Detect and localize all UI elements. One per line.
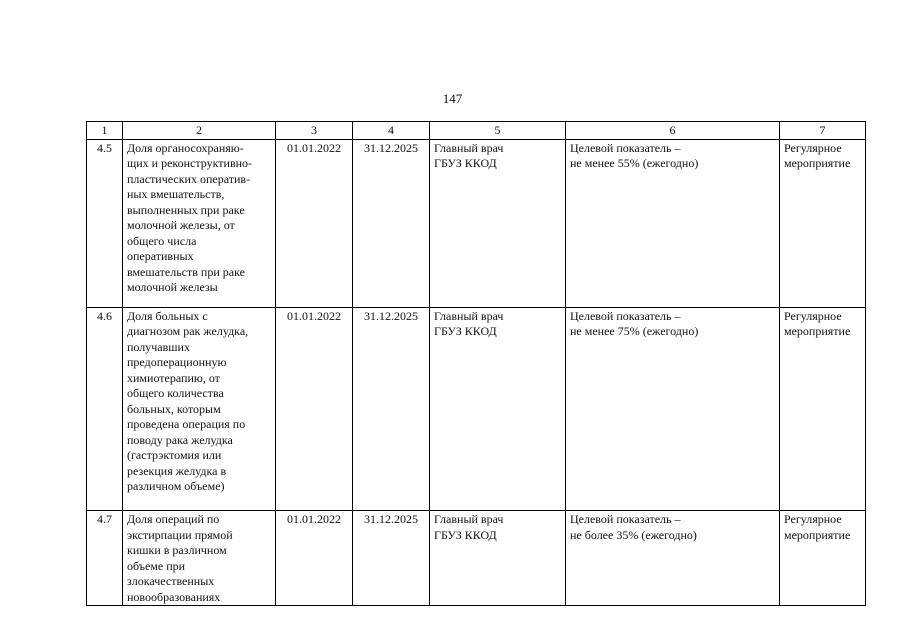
start-date bbox=[276, 511, 353, 606]
target-indicator-text: Целевой показатель – не более 35% (ежегодно) bbox=[570, 512, 697, 542]
responsible-text: Главный врач ГБУЗ ККОД bbox=[434, 512, 504, 542]
responsible bbox=[430, 307, 566, 511]
measure-name-text: Доля операций по экстирпации прямой кишки в различном объеме при злокачественных новообразованиях bbox=[127, 512, 233, 604]
target-indicator-text: Целевой показатель – не менее 75% (ежегодно) bbox=[570, 308, 699, 338]
measure-name bbox=[123, 139, 276, 307]
measure-type bbox=[780, 307, 866, 511]
row-number bbox=[87, 139, 123, 307]
column-header: 3 bbox=[276, 122, 353, 140]
end-date-text: 31.12.2025 bbox=[364, 308, 418, 323]
column-header: 4 bbox=[353, 122, 430, 140]
measure-type-text: Регулярное мероприятие bbox=[784, 512, 851, 542]
target-indicator bbox=[566, 511, 780, 606]
measure-name-text: Доля органосохраняю- щих и реконструктивно- пластических оператив- ных вмешательств, выполненных при раке молочной железы, от общего числа оперативных вмешательств при раке молочной железы bbox=[127, 140, 253, 294]
column-header: 2 bbox=[123, 122, 276, 140]
row-number-text: 4.6 bbox=[97, 308, 112, 323]
measure-type bbox=[780, 139, 866, 307]
responsible bbox=[430, 511, 566, 606]
start-date bbox=[276, 307, 353, 511]
row-number bbox=[87, 511, 123, 606]
responsible-text: Главный врач ГБУЗ ККОД bbox=[434, 308, 504, 338]
start-date-text: 01.01.2022 bbox=[287, 140, 341, 155]
start-date-text: 01.01.2022 bbox=[287, 512, 341, 526]
column-header: 1 bbox=[87, 122, 123, 140]
row-number bbox=[87, 307, 123, 511]
target-indicator bbox=[566, 307, 780, 511]
responsible-text: Главный врач ГБУЗ ККОД bbox=[434, 140, 504, 170]
row-number-text: 4.7 bbox=[97, 512, 112, 526]
column-header: 7 bbox=[780, 122, 866, 140]
start-date-text: 01.01.2022 bbox=[287, 308, 341, 323]
table-row bbox=[87, 139, 866, 307]
responsible bbox=[430, 139, 566, 307]
target-indicator bbox=[566, 139, 780, 307]
measures-table bbox=[86, 121, 866, 606]
start-date bbox=[276, 139, 353, 307]
table-row bbox=[87, 307, 866, 511]
measure-type-text: Регулярное мероприятие bbox=[784, 308, 851, 338]
measure-name-text: Доля больных с диагнозом рак желудка, получавших предоперационную химиотерапию, от общего количества больных, которым проведена операция по поводу рака желудка (гастрэктомия или резекция желудка в различном объеме) bbox=[127, 308, 249, 493]
measure-name bbox=[123, 511, 276, 606]
end-date bbox=[353, 511, 430, 606]
measure-name bbox=[123, 307, 276, 511]
end-date-text: 31.12.2025 bbox=[364, 512, 418, 526]
measure-type-text: Регулярное мероприятие bbox=[784, 140, 851, 170]
end-date-text: 31.12.2025 bbox=[364, 140, 418, 155]
column-header: 6 bbox=[566, 122, 780, 140]
table-header-row bbox=[87, 122, 866, 140]
measure-type bbox=[780, 511, 866, 606]
table-row bbox=[87, 511, 866, 606]
end-date bbox=[353, 307, 430, 511]
row-number-text: 4.5 bbox=[97, 140, 112, 155]
target-indicator-text: Целевой показатель – не менее 55% (ежегодно) bbox=[570, 140, 699, 170]
page-number: 147 bbox=[442, 91, 463, 106]
end-date bbox=[353, 139, 430, 307]
column-header: 5 bbox=[430, 122, 566, 140]
